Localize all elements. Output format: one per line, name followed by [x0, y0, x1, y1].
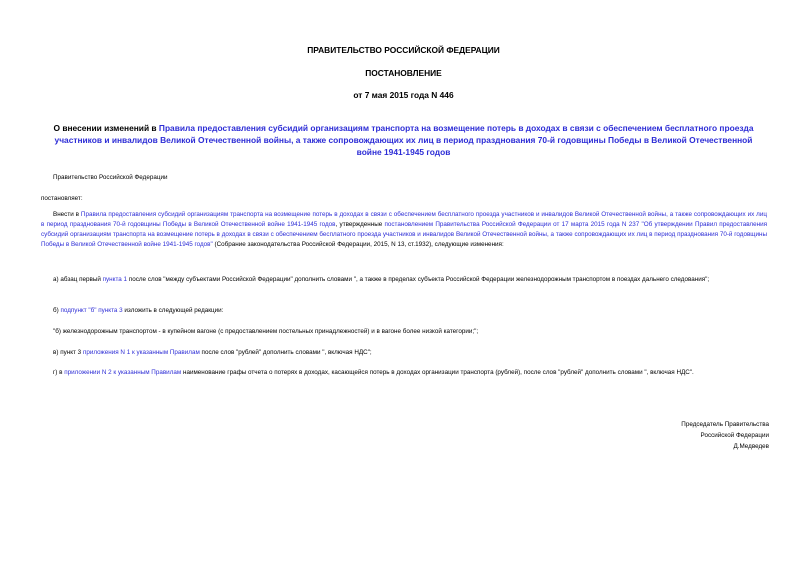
paragraph-g-text-1: г) в	[53, 369, 65, 376]
signature-position: Председатель Правительства	[681, 421, 769, 428]
paragraph-main-text-1: Внести в	[53, 211, 81, 218]
appendix-1-link[interactable]: приложения N 1 к указанным Правилам	[82, 349, 200, 356]
resolution-237-link[interactable]: постановлением Правительства Российской Федерации от 17 марта 2015 года N 237 "Об утверждении Правил предоставления субсидий организациям транспорта на возмещение потерь в доходах в связи с обеспечением бесплатного проезда участников и инвалидов Великой Отечественной войны, а также сопровождающих их лиц в период празднования 70-й годовщины Победы в Великой Отечественной войне 1941-1945 годов"	[41, 221, 767, 248]
paragraph-b-quote: "б) железнодорожным транспортом - в купейном вагоне (с предоставлением постельных принадлежностей) и в вагоне более низкой категории;";	[53, 328, 479, 335]
paragraph-main	[41, 210, 767, 250]
paragraph-g-text-2: наименование графы отчета о потерях в доходах, касающейся потерь в доходах организации транспорта (рублей), после слов "рублей" дополнить словами ", включая НДС".	[181, 369, 694, 376]
signature-name: Д.Медведев	[733, 443, 769, 450]
title-rules-link[interactable]: Правила предоставления субсидий организациям транспорта на возмещение потерь в доходах в связи с обеспечением бесплатного проезда участников и инвалидов Великой Отечественной войны, а также сопровождающих их лиц в период празднования 70-й годовщины Победы в Великой Отечественной войне 1941-1945 годов	[54, 123, 754, 157]
date-number-heading: от 7 мая 2015 года N 446	[353, 90, 454, 100]
paragraph-main-text-3: (Собрание законодательства Российской Федерации, 2015, N 13, ст.1932), следующие изменения:	[212, 241, 504, 248]
point-1-link[interactable]: пункта 1	[102, 276, 128, 283]
paragraph-a-text-1: а) абзац первый	[53, 276, 103, 283]
paragraph-main-text-2: , утвержденные	[335, 221, 385, 228]
paragraph-v	[41, 348, 767, 358]
title-prefix: О внесении изменений в	[53, 123, 159, 133]
decides-line: постановляет:	[41, 195, 83, 202]
paragraph-b-text-1: б)	[53, 307, 61, 314]
appendix-2-link[interactable]: приложении N 2 к указанным Правилам	[64, 369, 182, 376]
paragraph-a	[41, 275, 767, 285]
subpoint-b-link[interactable]: подпункт "б" пункта 3	[60, 307, 123, 314]
document-title	[42, 122, 765, 158]
document-type-heading: ПОСТАНОВЛЕНИЕ	[365, 68, 442, 78]
paragraph-v-text-1: в) пункт 3	[53, 349, 83, 356]
paragraph-b-text-2: изложить в следующей редакции:	[122, 307, 224, 314]
government-heading: ПРАВИТЕЛЬСТВО РОССИЙСКОЙ ФЕДЕРАЦИИ	[307, 45, 500, 55]
paragraph-g	[41, 368, 767, 378]
government-line: Правительство Российской Федерации	[53, 174, 168, 181]
paragraph-a-text-2: после слов "между субъектами Российской Федерации" дополнить словами ", а также в пределах субъекта Российской Федерации железнодорожным транспортом в поездах дальнего следования";	[127, 276, 710, 283]
signature-country: Российской Федерации	[700, 432, 769, 439]
rules-link[interactable]: Правила предоставления субсидий организациям транспорта на возмещение потерь в доходах в связи с обеспечением бесплатного проезда участников и инвалидов Великой Отечественной войны, а также сопровождающих их лиц в период празднования 70-й годовщины Победы в Великой Отечественной войне 1941-1945 годов	[41, 211, 767, 228]
paragraph-v-text-2: после слов "рублей" дополнить словами ", включая НДС";	[199, 349, 372, 356]
paragraph-b	[41, 306, 767, 316]
